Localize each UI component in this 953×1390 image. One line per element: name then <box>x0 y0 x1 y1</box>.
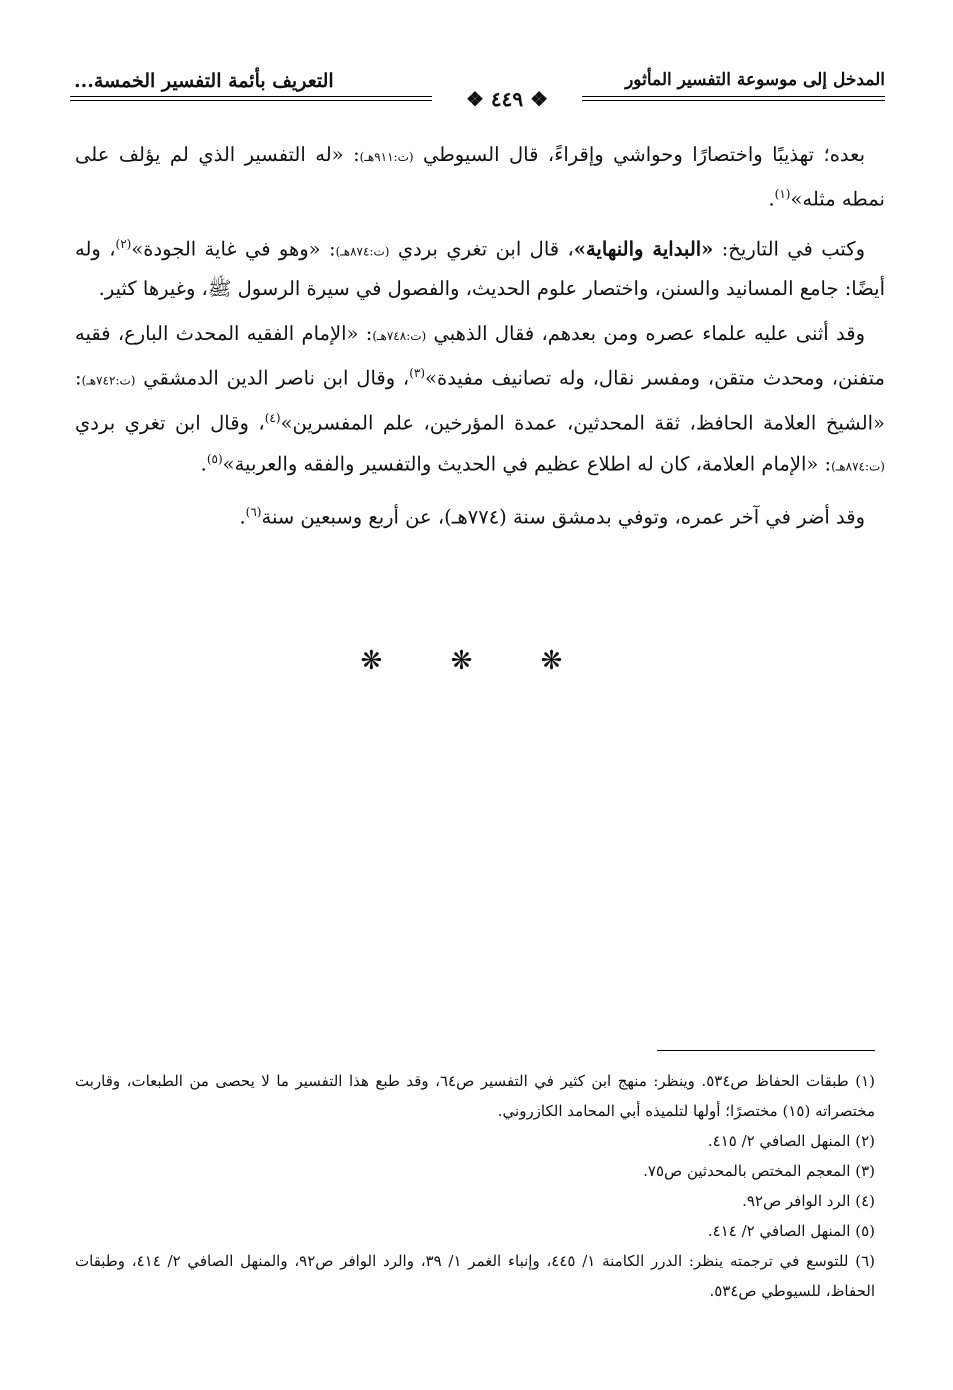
footnote: (٣) المعجم المختص بالمحدثين ص٧٥. <box>643 1162 875 1180</box>
footnote-ref[interactable]: (٢) <box>115 236 132 251</box>
page-number-box <box>432 86 582 112</box>
footnote: (٦) للتوسع في ترجمته ينظر: الدرر الكامنة ١/ ٤٤٥، وإنباء الغمر ١/ ٣٩، والرد الوافر ص٩٢، والمنهل الصافي ٢/ ٤١٤، وطبقات الحفاظ، للسيوطي ص٥٣٤. <box>75 1252 875 1300</box>
paragraph <box>75 494 885 536</box>
footnotes <box>75 1066 875 1306</box>
main-text <box>75 136 885 543</box>
text-run: . <box>239 505 246 528</box>
footnote-ref[interactable]: (١) <box>774 187 791 201</box>
footnote: (٤) الرد الوافر ص٩٢. <box>742 1192 875 1210</box>
death-date: (ت:٧٤٢هـ) <box>81 373 136 388</box>
text-run: ، قال ابن تغري بردي <box>389 237 574 260</box>
book-logo: المدخل إلى موسوعة التفسير المأثور <box>625 70 885 90</box>
death-date: (ت:٨٧٤هـ) <box>831 459 885 474</box>
footnote: (١) طبقات الحفاظ ص٥٣٤. وينظر: منهج ابن كثير في التفسير ص٦٤، وقد طبع هذا التفسير ما لا يحصى من الطبعات، وقاربت مختصراته (١٥) مختصرًا؛ أولها لتلميذه أبي المحامد الكازروني. <box>75 1072 875 1120</box>
footnote-ref[interactable]: (٤) <box>264 410 281 425</box>
text-run: بعده؛ تهذيبًا واختصارًا وحواشي وإقراءً، قال السيوطي <box>413 143 866 166</box>
death-date: (ت:٨٧٤هـ) <box>335 244 390 258</box>
ornament-icon: ❖ <box>465 87 484 111</box>
text-run: . <box>200 452 207 476</box>
footnote-ref[interactable]: (٦) <box>245 504 262 519</box>
footnote: (٢) المنهل الصافي ٢/ ٤١٥. <box>707 1132 875 1150</box>
footnote: (٥) المنهل الصافي ٢/ ٤١٤. <box>707 1222 875 1240</box>
text-run: ، وقال ابن ناصر الدين الدمشقي <box>135 366 410 390</box>
text-run: : «له التفسير الذي لم يؤلف على نمطه مثله» <box>75 143 885 211</box>
text-run: وكتب في التاريخ: <box>713 237 865 260</box>
death-date: (ت:٧٤٨هـ) <box>372 329 427 343</box>
paragraph <box>75 226 885 308</box>
footnote-ref[interactable]: (٣) <box>409 366 426 380</box>
book-title: «البداية والنهاية» <box>573 237 714 260</box>
ornament-icon: ❖ <box>530 87 549 111</box>
text-run: : «الشيخ العلامة الحافظ، ثقة المحدثين، عمدة المؤرخين، علم المفسرين» <box>75 366 885 434</box>
footnote-ref[interactable]: (٥) <box>206 452 223 466</box>
page-header <box>70 66 885 116</box>
section-title: التعريف بأئمة التفسير الخمسة... <box>74 70 334 92</box>
text-run: . <box>768 187 775 211</box>
footnote-divider <box>657 1050 875 1051</box>
text-run: وقد أضر في آخر عمره، وتوفي بدمشق سنة (٧٧٤هـ)، عن أربع وسبعين سنة <box>261 505 865 528</box>
death-date: (ت:٩١١هـ) <box>359 150 414 164</box>
section-separator: ❋ ❋ ❋ <box>360 646 593 676</box>
text-run: ، وله أيضًا: جامع المسانيد والسنن، واختصار علوم الحديث، والفصول في سيرة الرسول ﷺ، وغيرها كثير. <box>75 237 885 300</box>
paragraph <box>75 315 885 486</box>
page-number: ٤٤٩ <box>490 87 524 111</box>
paragraph <box>75 136 885 218</box>
text-run: : «الإمام الفقيه المحدث البارع، فقيه متفنن، ومحدث متقن، ومفسر نقال، وله تصانيف مفيدة» <box>75 322 885 390</box>
text-run: ، وقال ابن تغري بردي <box>75 411 265 434</box>
text-run: : «الإمام العلامة، كان له اطلاع عظيم في الحديث والتفسير والفقه والعربية» <box>222 452 832 476</box>
text-run: : «وهو في غاية الجودة» <box>131 237 336 260</box>
text-run: وقد أثنى عليه علماء عصره ومن بعدهم، فقال الذهبي <box>426 322 865 345</box>
